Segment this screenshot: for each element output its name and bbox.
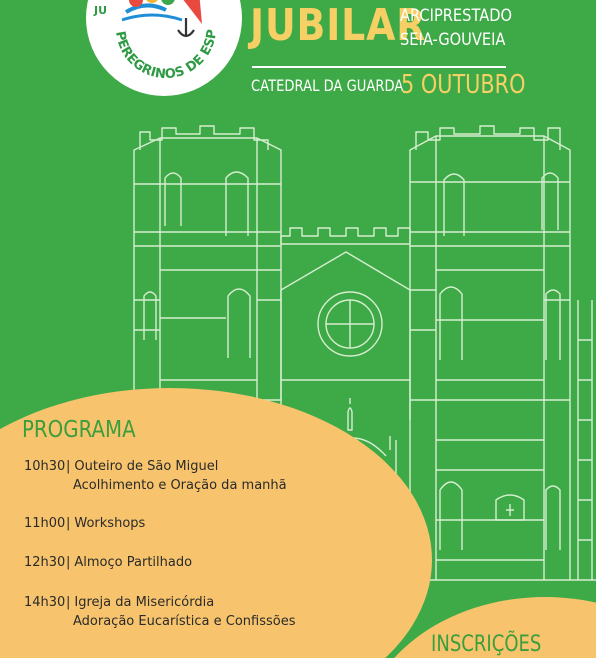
inscricoes-heading: INSCRIÇÕES (431, 632, 542, 657)
logo-partial-text: JU (94, 4, 108, 17)
jubilee-logo (86, 0, 242, 96)
org-line-2: SEIA-GOUVEIA (400, 30, 506, 50)
schedule-title: Igreja da Misericórdia (74, 595, 215, 610)
schedule-item (24, 593, 296, 631)
schedule-title: Outeiro de São Miguel (74, 459, 219, 474)
schedule-title: Almoço Partilhado (74, 555, 193, 570)
schedule-detail: Acolhimento e Oração da manhã (73, 478, 287, 493)
separator: | (66, 555, 71, 570)
schedule-time: 11h00 (24, 516, 66, 531)
schedule-detail: Adoração Eucarística e Confissões (73, 614, 296, 629)
schedule-time: 12h30 (24, 555, 66, 570)
schedule-item (24, 457, 287, 495)
header-divider (252, 66, 506, 68)
event-date: 5 OUTUBRO (401, 70, 526, 100)
event-location: CATEDRAL DA GUARDA (251, 76, 404, 95)
separator: | (66, 516, 71, 531)
schedule-time: 10h30 (24, 459, 66, 474)
programa-heading: PROGRAMA (22, 417, 136, 443)
logo-emblem (86, 0, 242, 96)
logo-caption: PEREGRINOS DE ESP (111, 28, 221, 83)
poster-title: JUBILAR (250, 0, 427, 51)
schedule-title: Workshops (74, 516, 146, 531)
schedule-time: 14h30 (24, 595, 66, 610)
schedule-item (24, 553, 192, 572)
separator: | (66, 459, 71, 474)
org-line-1: ARCIPRESTADO (400, 6, 513, 26)
separator: | (66, 595, 71, 610)
schedule-item (24, 514, 145, 533)
